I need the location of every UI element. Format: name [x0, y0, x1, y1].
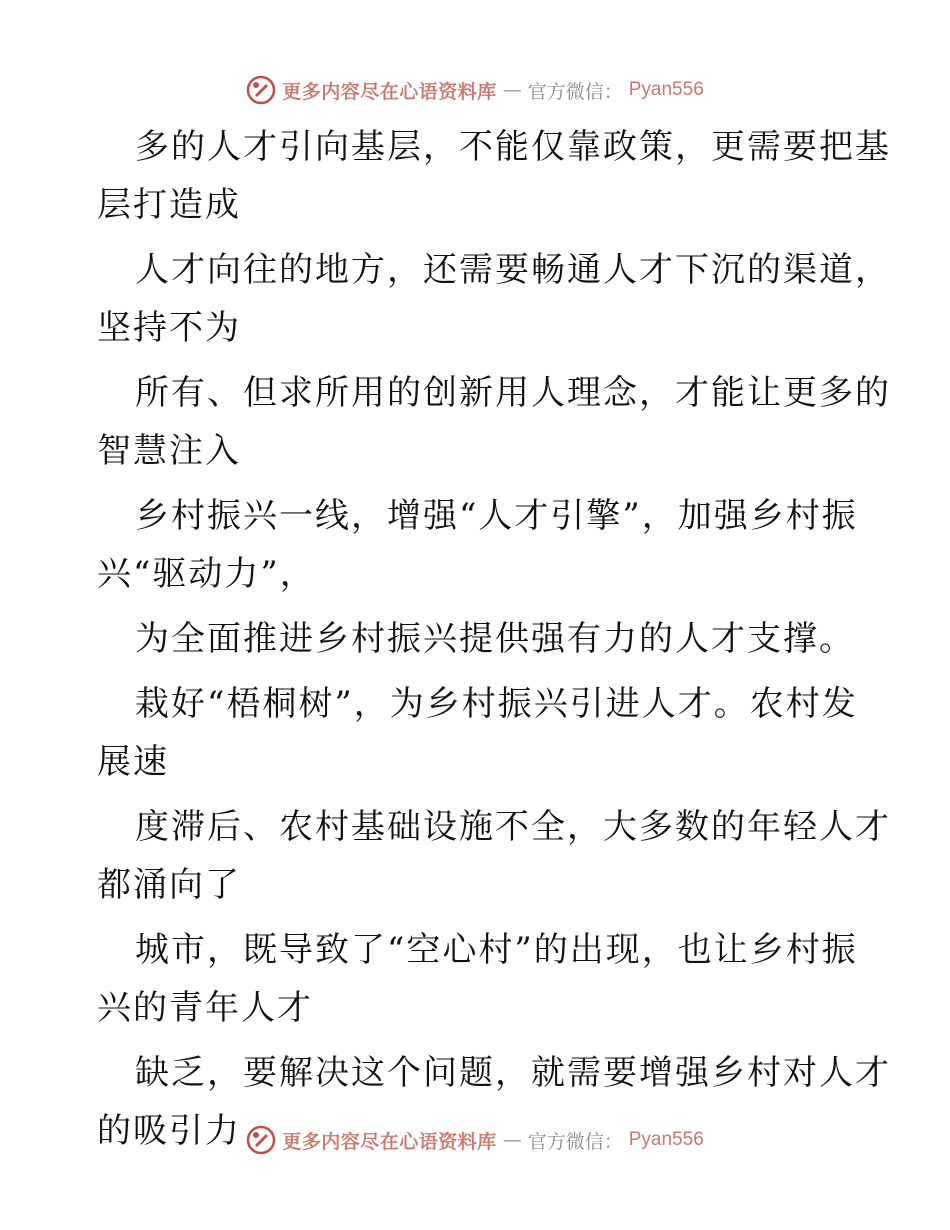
- paragraph-line: 展速: [97, 742, 169, 782]
- header-watermark: [0, 70, 950, 110]
- watermark-brand-text: 更多内容尽在心语资料库: [282, 80, 497, 103]
- paragraph: [97, 675, 857, 791]
- paragraph-line: 为全面推进乡村振兴提供强有力的人才支撑。: [135, 619, 855, 659]
- paragraph-line: 缺乏，要解决这个问题，就需要增强乡村对人才: [135, 1053, 891, 1093]
- document-body: [97, 118, 891, 1160]
- paragraph-line: 所有、但求所用的创新用人理念，才能让更多的: [135, 373, 891, 413]
- brand-logo-icon: [246, 75, 276, 105]
- paragraph-line: 度滞后、农村基础设施不全，大多数的年轻人才: [135, 807, 891, 847]
- paragraph-line: 智慧注入: [97, 431, 241, 471]
- paragraph-line: 乡村振兴一线，增强“人才引擎”，加强乡村振: [135, 496, 858, 536]
- paragraph-line: 坚持不为: [97, 308, 241, 348]
- paragraph: [97, 610, 857, 668]
- paragraph: [97, 487, 857, 603]
- paragraph: [97, 241, 891, 357]
- brand-logo-icon: [246, 1125, 276, 1155]
- paragraph-line: 兴“驱动力”，: [97, 554, 316, 594]
- paragraph-line: 的吸引力: [97, 1111, 241, 1151]
- watermark-dash: —: [502, 1129, 522, 1151]
- paragraph: [97, 118, 891, 234]
- watermark-dash: —: [502, 79, 522, 101]
- paragraph-line: 都涌向了: [97, 865, 241, 905]
- paragraph-line: 多的人才引向基层，不能仅靠政策，更需要把基: [135, 127, 891, 167]
- paragraph: [97, 364, 891, 480]
- paragraph: [97, 921, 857, 1037]
- paragraph: [97, 798, 891, 914]
- watermark-wechat-id: Pyan556: [628, 79, 704, 100]
- paragraph-line: 层打造成: [97, 185, 241, 225]
- watermark-wechat-id: Pyan556: [628, 1129, 704, 1150]
- paragraph-line: 兴的青年人才: [97, 988, 313, 1028]
- watermark-brand-text: 更多内容尽在心语资料库: [282, 1130, 497, 1153]
- paragraph-line: 城市，既导致了“空心村”的出现，也让乡村振: [135, 930, 858, 970]
- paragraph-line: 人才向往的地方，还需要畅通人才下沉的渠道，: [135, 250, 891, 290]
- footer-watermark: [0, 1120, 950, 1160]
- paragraph-line: 栽好“梧桐树”，为乡村振兴引进人才。农村发: [135, 684, 858, 724]
- watermark-label: 官方微信：: [527, 1130, 623, 1153]
- watermark-label: 官方微信：: [527, 80, 623, 103]
